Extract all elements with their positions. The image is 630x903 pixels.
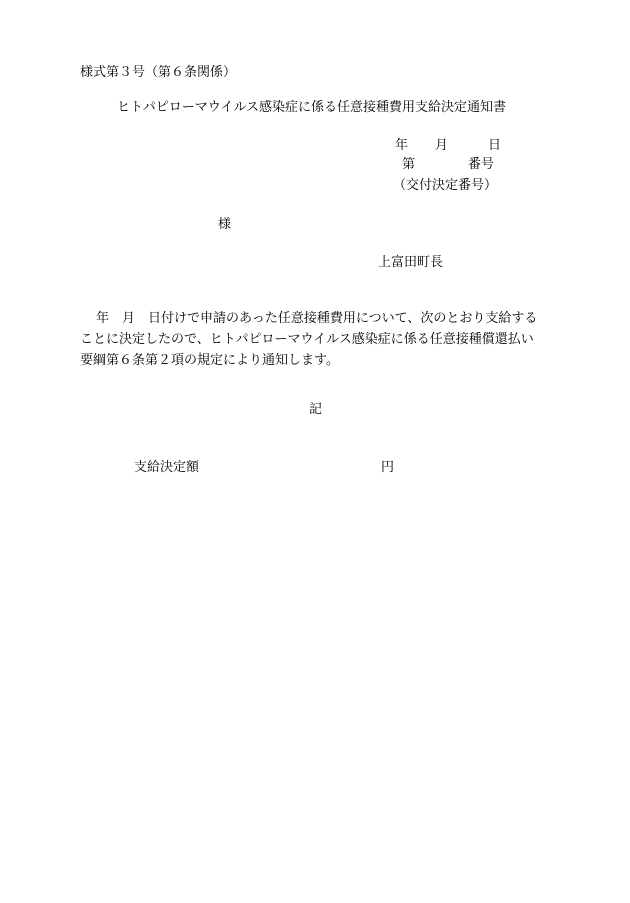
body-line: 要綱第６条第２項の規定により通知します。 — [80, 353, 339, 368]
date-year-label: 年 — [395, 138, 409, 153]
issuer-name: 上富田町長 — [378, 255, 444, 270]
date-day-label: 日 — [488, 138, 502, 153]
number-prefix: 第 — [402, 157, 416, 172]
date-month-label: 月 — [435, 138, 449, 153]
ki-heading: 記 — [309, 402, 323, 417]
grant-number-label: （交付決定番号） — [393, 178, 498, 193]
amount-label: 支給決定額 — [134, 460, 200, 475]
form-label: 様式第３号（第６条関係） — [80, 65, 237, 80]
body-line: ことに決定したので、ヒトパピローマウイルス感染症に係る任意接種償還払い — [80, 332, 534, 347]
number-suffix: 番号 — [468, 157, 495, 172]
recipient-honorific: 様 — [218, 217, 232, 232]
body-paragraph — [80, 308, 555, 371]
body-line: 年 月 日付けで申請のあった任意接種費用について、次のとおり支給する — [96, 311, 538, 326]
amount-unit: 円 — [381, 460, 395, 475]
document-title: ヒトパピローマウイルス感染症に係る任意接種費用支給決定通知書 — [117, 100, 506, 115]
